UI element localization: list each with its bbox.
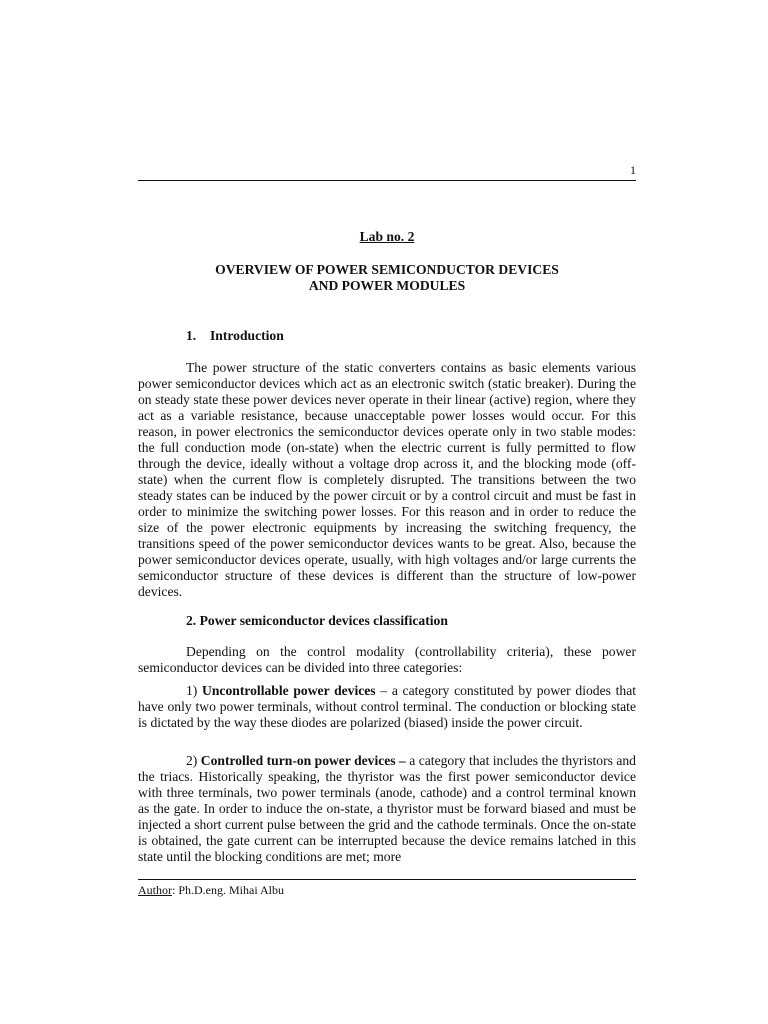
category-1-paragraph	[138, 683, 636, 731]
category-2-term: Controlled turn-on power devices –	[200, 753, 406, 768]
footer-author	[138, 882, 284, 898]
section-1-heading	[186, 328, 284, 344]
category-2-text: a category that includes the thyristors and the triacs. Historically speaking, the thyristor was the first power semiconductor device with three terminals, two power terminals (anode, cathode) and a control terminal known as the gate. In order to induce the on-state, a thyristor must be forward biased and must be injected a short current pulse between the grid and the cathode terminals. Once the on-state is obtained, the gate current can be interrupted because the device remains latched in this state until the blocking conditions are met; more	[138, 753, 636, 864]
page-title-line-2: AND POWER MODULES	[308, 278, 466, 293]
page-title	[138, 262, 636, 294]
classification-intro-paragraph: Depending on the control modality (controllability criteria), these power semiconductor devices can be divided into three categories:	[138, 644, 636, 675]
introduction-paragraph: The power structure of the static converters contains as basic elements various power semiconductor devices which act as an electronic switch (static breaker). During the on steady state these power devices never operate in their linear (active) region, where they act as a variable resistance, because unacceptable power losses would occur. For this reason, in power electronics the semiconductor devices operate only in two stable modes: the full conduction mode (on-state) when the electric current is fully permitted to flow through the device, ideally without a voltage drop across it, and the blocking mode (off-state) when the current flow is completely disrupted. The transitions between the two steady states can be induced by the power circuit or by a control circuit and must be fast in order to minimize the switching power losses. For this reason and in order to reduce the size of the power electronic equipments by increasing the switching frequency, the transitions speed of the power semiconductor devices wants to be great. Also, because the power semiconductor devices operate, usually, with high voltages and/or large currents the semiconductor structure of these devices is different than the structure of low-power devices.	[138, 360, 636, 599]
category-1-term: Uncontrollable power devices	[202, 683, 376, 698]
lab-title: Lab no. 2	[359, 229, 415, 244]
category-2-paragraph	[138, 753, 636, 865]
header-rule	[138, 180, 636, 181]
author-name: : Ph.D.eng. Mihai Albu	[172, 883, 285, 897]
section-1-number: 1.	[186, 328, 197, 343]
category-1-text: – a category constituted by power diodes that have only two power terminals, without control terminal. The conduction or blocking state is dictated by the way these diodes are polarized (biased) inside the power circuit.	[138, 683, 636, 730]
page-number: 1	[630, 163, 636, 177]
section-1-title: Introduction	[210, 328, 284, 343]
category-2-prefix: 2)	[186, 753, 201, 768]
section-2-heading: 2. Power semiconductor devices classification	[186, 613, 448, 628]
author-label: Author	[138, 883, 172, 897]
footer-rule	[138, 879, 636, 880]
category-1-prefix: 1)	[186, 683, 203, 698]
page-title-line-1: OVERVIEW OF POWER SEMICONDUCTOR DEVICES	[215, 262, 559, 277]
